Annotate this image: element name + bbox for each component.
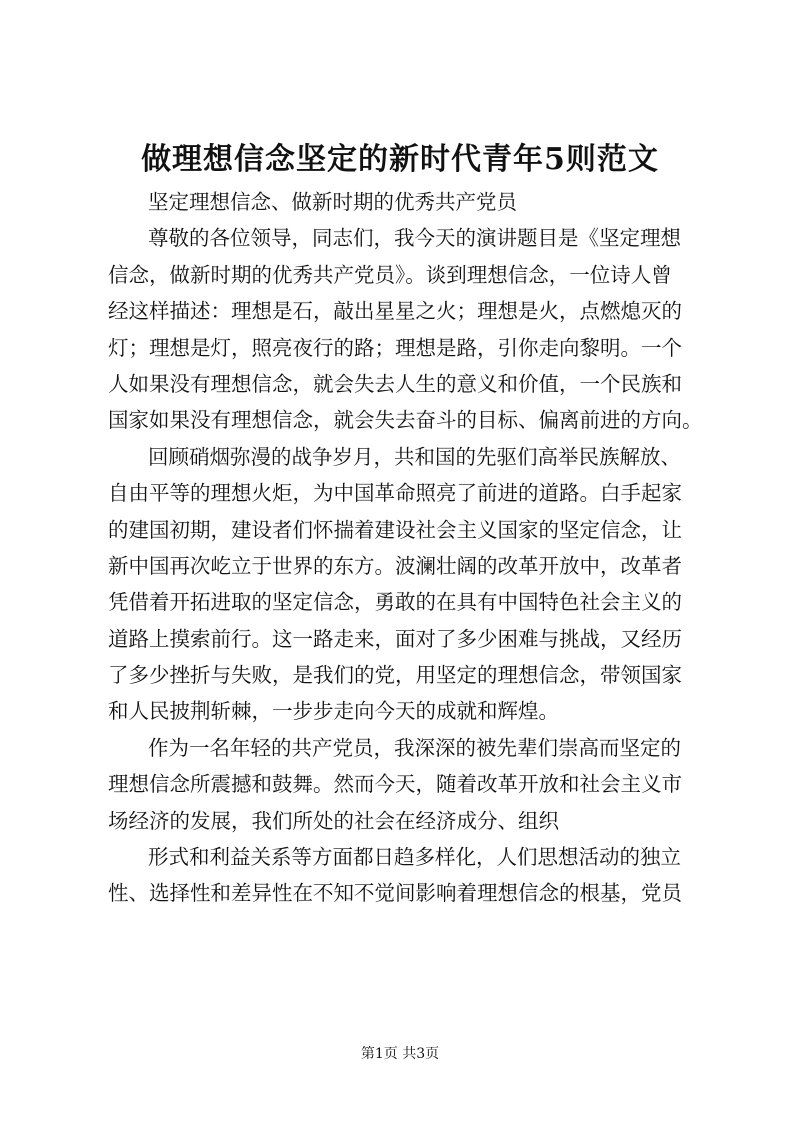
page-footer: 第1页 共3页 [360,1046,440,1062]
body-line: 自由平等的理想火炬，为中国革命照亮了前进的道路。白手起家 [108,481,682,506]
body-line: 作为一名年轻的共产党员，我深深的被先辈们崇高而坚定的 [148,735,681,760]
document-body [108,184,708,912]
document-title: 做理想信念坚定的新时代青年5则范文 [141,142,659,177]
body-line: 凭借着开拓进取的坚定信念，勇敢的在具有中国特色社会主义的 [108,590,682,615]
body-line: 了多少挫折与失败，是我们的党，用坚定的理想信念，带领国家 [108,663,682,688]
body-line: 和人民披荆斩棘，一步步走向今天的成就和辉煌。 [108,699,559,724]
body-line: 经这样描述：理想是石，敲出星星之火；理想是火，点燃熄灭的 [108,299,682,324]
body-line: 灯；理想是灯，照亮夜行的路；理想是路，引你走向黎明。一个 [108,335,682,360]
body-line: 性、选择性和差异性在不知不觉间影响着理想信念的根基，党员 [108,881,682,906]
body-line: 信念，做新时期的优秀共产党员》。谈到理想信念，一位诗人曾 [108,262,672,287]
body-line: 场经济的发展，我们所处的社会在经济成分、组织 [108,808,559,833]
body-line: 人如果没有理想信念，就会失去人生的意义和价值，一个民族和 [108,371,682,396]
body-line: 坚定理想信念、做新时期的优秀共产党员 [148,190,517,214]
body-line: 回顾硝烟弥漫的战争岁月，共和国的先驱们高举民族解放、 [148,444,681,469]
body-line: 新中国再次屹立于世界的东方。波澜壮阔的改革开放中，改革者 [108,553,682,578]
body-line: 理想信念所震撼和鼓舞。然而今天，随着改革开放和社会主义市 [108,772,682,797]
body-line: 国家如果没有理想信念，就会失去奋斗的目标、偏离前进的方向。 [108,408,703,433]
body-line: 道路上摸索前行。这一路走来，面对了多少困难与挑战，又经历 [108,626,682,651]
body-line: 尊敬的各位领导，同志们，我今天的演讲题目是《坚定理想 [148,226,681,251]
body-line: 的建国初期，建设者们怀揣着建设社会主义国家的坚定信念，让 [108,517,682,542]
body-line: 形式和利益关系等方面都日趋多样化，人们思想活动的独立 [148,845,681,870]
